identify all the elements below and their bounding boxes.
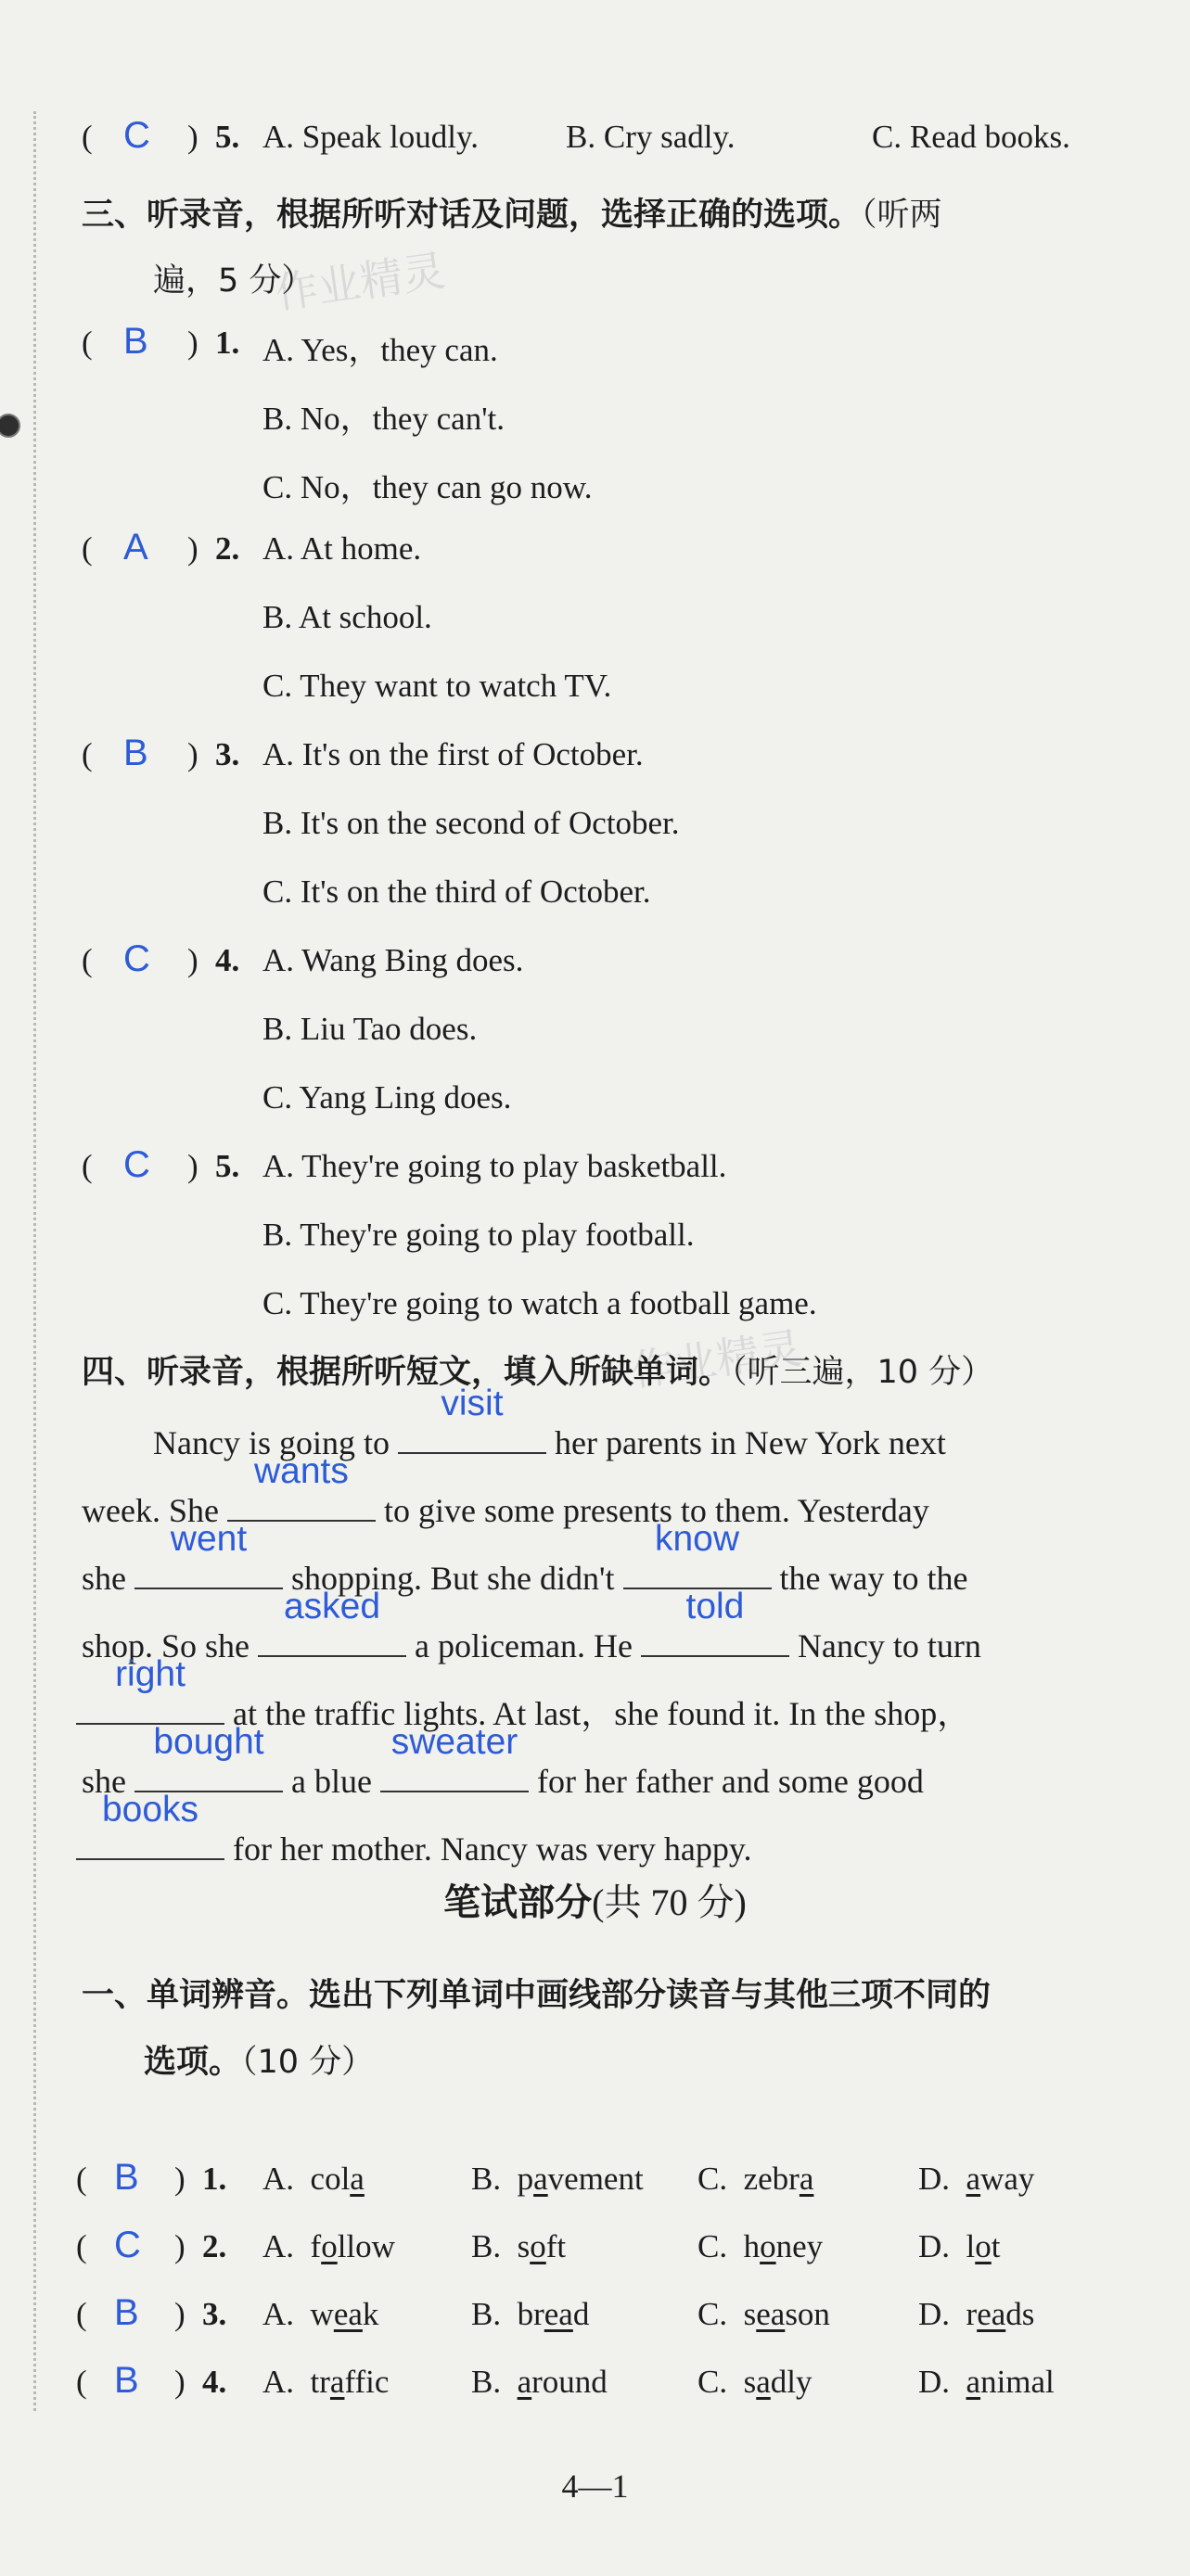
section-heading: 三、听录音，根据所听对话及问题，选择正确的选项。（听两 [82,197,942,234]
option-b: B. bread [471,2296,590,2332]
option-a: A. weak [262,2296,379,2332]
blank[interactable] [134,1722,283,1792]
option-b: B. soft [471,2228,567,2264]
blank[interactable] [134,1519,283,1589]
passage-line: she bought a blue sweater for her father and some good [82,1722,924,1800]
passage-line: shop. So she asked a policeman. He told Nancy to turn [82,1587,981,1664]
option: A. Yes，they can. [262,332,498,368]
underlined-letters: ea [333,2296,363,2332]
worksheet-page: 作业精灵 作业精灵 ( C ) 5. A. Speak loudly. B. Cry sadly. C. Read books. 三、听录音，根据所听对话及问题，选择正确的选项。（听两 遍，5 分） ( B ) 1. A. Yes，they can. B. No，they can't. C. No，they can go now. ( A ) 2. A. At home. B. At school. C. They want to watch TV. ( B ) 3. A. It's on the first of October. B. It's on the second of October. C. It's on the third of October. ( C ) 4. A. Wang Bing does. B. Liu Tao does. C. Yang Ling does. ( C ) 5. A. They're going to play basketball. B. They're going to play football. C. They're going to watch a football game. 四、听录音，根据所听短文，填入所缺单词。（听三遍，10 分） Nancy is going to visit her parents in New York next week. She wants to give some presents to them. Yesterday she went shopping. But she didn't know the way to the shop. So she asked a policeman. He told Nancy to turn right at the traffic lights. At last，she found it. In the shop， she bought a blue sweater for her father and some good books for her mother. Nancy was very happy. 笔试部分(共 70 分) 一、单词辨音。选出下列单词中画线部分读音与其他三项不同的 选项。（10 分） ( B ) 1. A. cola B. pavement C. zebra D. away ( C ) 2. A. follow B. soft C. honey D. lot ( B ) 3. A. weak B. bread C. season D. reads ( B ) 4. A. traffic B. around C. sadly D. animal 4—1 [0,0,1190,2576]
option: C. No，they can go now. [262,469,593,505]
watermark: 作业精灵 [272,245,449,319]
underlined-letters: o [760,2228,776,2264]
page-number: 4—1 [561,2468,629,2505]
blank-answer: know [654,1519,740,1559]
option: A. At home. [262,530,422,567]
option-b: B. pavement [471,2161,644,2197]
option-c: C. sadly [697,2364,813,2400]
blank-answer: books [101,1790,199,1830]
answer: B [123,733,148,773]
written-part-title: 笔试部分(共 70 分) [443,1881,747,1924]
passage-line: right at the traffic lights. At last，she found it. In the shop， [76,1688,970,1735]
answer: C [123,1144,150,1185]
passage-line: Nancy is going to visit her parents in New York next [153,1384,946,1461]
option-b: B. around [471,2364,608,2400]
underlined-letters: o [530,2228,546,2264]
section-heading-note: 遍，5 分） [153,262,314,300]
watermark: 作业精灵 [628,1322,805,1396]
blank[interactable] [76,1790,224,1860]
section-heading: 四、听录音，根据所听短文，填入所缺单词。（听三遍，10 分） [82,1354,994,1391]
underlined-letters: o [975,2228,992,2264]
blank-answer: told [685,1587,745,1626]
answer: C [114,2225,141,2265]
blank-answer: asked [283,1587,381,1626]
option-a: A. cola [262,2161,365,2197]
underlined-letters: a [756,2364,771,2400]
answer: A [123,527,148,567]
option-d: D. reads [918,2296,1035,2332]
blank[interactable] [623,1519,772,1589]
question-number: 4. [215,942,240,978]
section-heading-note: 选项。（10 分） [144,2044,375,2081]
question-number: 3. [215,736,240,772]
option: C. They're going to watch a football game. [262,1285,817,1321]
question-number: 2. [202,2228,227,2264]
blank[interactable] [227,1451,376,1522]
option-c: C. Read books. [872,119,1070,155]
option-c: C. honey [697,2228,824,2264]
answer: B [123,321,148,362]
binding-margin [33,111,36,2411]
question-number: 2. [215,530,240,567]
option-d: D. away [918,2161,1035,2197]
underlined-letters: ea [977,2296,1006,2332]
option-c: C. season [697,2296,830,2332]
option: B. It's on the second of October. [262,805,680,841]
answer: B [114,2360,139,2401]
question-number: 3. [202,2296,227,2332]
section-heading: 一、单词辨音。选出下列单词中画线部分读音与其他三项不同的 [82,1977,992,2014]
underlined-letters: a [517,2364,532,2400]
option-a: A. Speak loudly. [262,119,479,155]
option-d: D. animal [918,2364,1055,2400]
answer: B [114,2292,139,2333]
blank[interactable] [258,1587,406,1657]
passage-line: week. She wants to give some presents to them. Yesterday [82,1451,929,1529]
question-number: 1. [202,2161,227,2197]
option-d: D. lot [918,2228,1001,2264]
option: C. Yang Ling does. [262,1079,512,1116]
option: B. Liu Tao does. [262,1011,478,1047]
blank-answer: wants [254,1451,349,1491]
blank[interactable] [641,1587,789,1657]
blank[interactable] [380,1722,529,1792]
blank-answer: visit [441,1384,504,1423]
question-number: 4. [202,2364,227,2400]
option-c: C. zebra [697,2161,814,2197]
underlined-letters: a [350,2161,365,2197]
answer: B [114,2157,139,2198]
option: C. It's on the third of October. [262,874,651,910]
underlined-letters: a [329,2364,345,2400]
underlined-letters: a [966,2364,981,2400]
blank[interactable] [76,1654,224,1725]
binding-hole-icon [0,414,20,438]
underlined-letters: a [533,2161,548,2197]
blank-answer: right [115,1654,186,1694]
option: B. They're going to play football. [262,1217,695,1253]
blank-answer: bought [153,1722,264,1762]
blank[interactable] [398,1384,546,1454]
passage-line: she went shopping. But she didn't know the way to the [82,1519,968,1597]
question-number: 5. [215,119,240,155]
option: B. At school. [262,599,432,635]
underlined-letters: o [321,2228,338,2264]
option-a: A. traffic [262,2364,390,2400]
option: C. They want to watch TV. [262,668,612,704]
passage-line: books for her mother. Nancy was very happy. [76,1823,751,1868]
option-a: A. follow [262,2228,395,2264]
option: A. It's on the first of October. [262,736,644,772]
option-b: B. Cry sadly. [566,119,736,155]
option: B. No，they can't. [262,401,505,437]
underlined-letters: ea [544,2296,573,2332]
answer: C [123,938,150,979]
underlined-letters: a [966,2161,981,2197]
underlined-letters: a [799,2161,814,2197]
question-number: 1. [215,325,240,361]
blank-answer: went [170,1519,248,1559]
answer: C [123,115,150,156]
option: A. Wang Bing does. [262,942,524,978]
question-number: 5. [215,1148,240,1184]
option: A. They're going to play basketball. [262,1148,727,1184]
underlined-letters: ea [756,2296,786,2332]
blank-answer: sweater [390,1722,518,1762]
